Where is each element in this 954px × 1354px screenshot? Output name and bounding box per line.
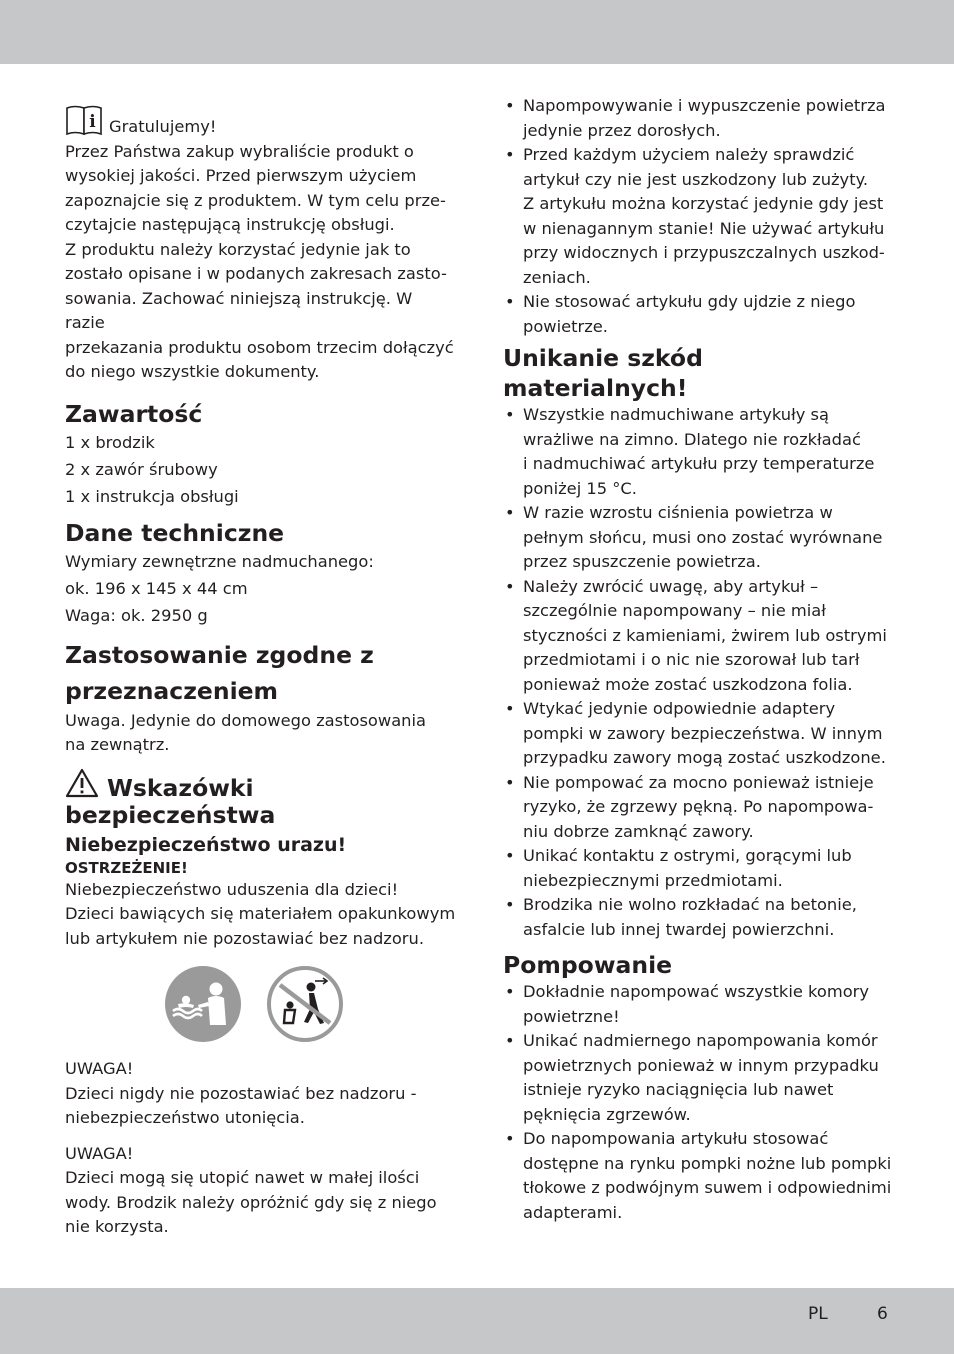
footer-language: PL — [808, 1304, 828, 1324]
bullet-item — [503, 575, 895, 698]
intro-line: czytajcie następującą instrukcję obsługi. — [65, 215, 395, 234]
bullet-line: • Wszystkie nadmuchiwane artykuły są — [523, 405, 830, 424]
warning-label: OSTRZEŻENIE! — [65, 858, 188, 877]
intro-line: do niego wszystkie dokumenty. — [65, 362, 320, 381]
svg-text:i: i — [89, 112, 96, 132]
intended-use-text — [65, 709, 457, 758]
intended-use-heading-line: Zastosowanie zgodne z — [65, 640, 374, 669]
right-column — [503, 94, 895, 1225]
bullet-line: • Napompowywanie i wypuszczenie powietrza — [523, 96, 886, 115]
intended-use-line: Uwaga. Jedynie do domowego zastosowania — [65, 710, 426, 730]
book-info-icon — [65, 104, 103, 136]
safety-heading-line — [65, 768, 457, 802]
safety-title-line1: Wskazówki — [107, 773, 254, 802]
injury-heading: Niebezpieczeństwo urazu! — [65, 833, 347, 856]
technical-list — [65, 548, 457, 629]
bullet-line: Z artykułu można korzystać jedynie gdy jest — [523, 194, 884, 213]
bullet-item — [503, 844, 895, 893]
bullet-line: • Nie stosować artykułu gdy ujdzie z niego — [523, 292, 856, 311]
warning-text — [65, 878, 457, 952]
intended-use-line: na zewnątrz. — [65, 735, 170, 754]
bullet-line: adapterami. — [523, 1202, 623, 1222]
bullet-line: zeniach. — [523, 267, 591, 287]
warning-triangle-icon — [65, 768, 99, 798]
safety-bullets — [503, 94, 895, 339]
bullet-item — [503, 980, 895, 1029]
bullet-line: pęknięcia zgrzewów. — [523, 1104, 691, 1124]
bullet-item — [503, 1029, 895, 1127]
header-band — [0, 0, 954, 64]
bullet-line: ponieważ może zostać uszkodzona folia. — [523, 674, 853, 694]
safety-heading-line: bezpieczeństwa — [65, 800, 276, 829]
bullet-line: tłokowe z podwójnym suwem i odpowiednimi — [523, 1178, 892, 1197]
bullet-item — [503, 893, 895, 942]
bullet-line: w nienagannym stanie! Nie używać artykułu — [523, 218, 885, 238]
technical-item: ok. 196 x 145 x 44 cm — [65, 578, 248, 598]
technical-heading: Dane techniczne — [65, 518, 285, 547]
bullet-line: artykuł czy nie jest uszkodzony lub zużyty. — [523, 169, 869, 189]
left-column — [65, 94, 457, 1240]
intro-congrats-line — [65, 104, 457, 140]
contents-heading: Zawartość — [65, 399, 203, 428]
inflating-heading: Pompowanie — [503, 951, 673, 979]
intro-line: Z produktu należy korzystać jedynie jak to — [65, 239, 411, 259]
congrats-text: Gratulujemy! — [109, 117, 217, 136]
contents-item: 2 x zawór śrubowy — [65, 459, 218, 479]
bullet-line: przedmiotami i o nic nie szorował lub tarł — [523, 650, 860, 669]
bullet-item — [503, 1127, 895, 1225]
bullet-line: • Do napompowania artykułu stosować — [523, 1129, 829, 1148]
technical-item: Waga: ok. 2950 g — [65, 605, 208, 625]
bullet-line: jedynie przez dorosłych. — [523, 120, 721, 140]
bullet-line: • Unikać kontaktu z ostrymi, gorącymi lub — [523, 846, 852, 865]
bullet-line: powietrznych ponieważ w innym przypadku — [523, 1055, 879, 1075]
bullet-line: istnieje ryzyko naciągnięcia lub nawet — [523, 1080, 834, 1099]
bullet-line: i nadmuchiwać artykułu przy temperaturze — [523, 454, 875, 473]
bullet-item — [503, 697, 895, 771]
bullet-line: niebezpiecznymi przedmiotami. — [523, 870, 783, 890]
bullet-line: przez spuszczenie powietrza. — [523, 552, 761, 571]
bullet-line: poniżej 15 °C. — [523, 478, 637, 498]
bullet-line: • Nie pompować za mocno ponieważ istnieje — [523, 772, 874, 792]
no-leaving-child-icon — [266, 965, 344, 1043]
caution-1 — [65, 1057, 457, 1131]
bullet-line: pełnym słońcu, musi ono zostać wyrównane — [523, 527, 883, 547]
bullet-line: • Dokładnie napompować wszystkie komory — [523, 982, 870, 1001]
bullet-line: ryzyko, że zgrzewy pękną. Po napompowa- — [523, 797, 874, 816]
intro-line: zostało opisane i w podanych zakresach zasto- — [65, 264, 447, 283]
bullet-item — [503, 403, 895, 501]
warning-line: Niebezpieczeństwo uduszenia dla dzieci! — [65, 879, 399, 899]
bullet-line: • W razie wzrostu ciśnienia powietrza w — [523, 503, 833, 522]
safety-pictograms — [164, 965, 457, 1043]
intro-line: przekazania produktu osobom trzecim dołączyć — [65, 337, 454, 357]
bullet-line: • Należy zwrócić uwagę, aby artykuł – — [523, 576, 819, 596]
bullet-line: • Unikać nadmiernego napompowania komór — [523, 1031, 878, 1050]
contents-item: 1 x instrukcja obsługi — [65, 486, 239, 506]
bullet-item — [503, 143, 895, 290]
technical-item: Wymiary zewnętrzne nadmuchanego: — [65, 551, 374, 571]
bullet-line: asfalcie lub innej twardej powierzchni. — [523, 919, 835, 939]
contents-list — [65, 429, 457, 510]
intro-line: wysokiej jakości. Przed pierwszym użyciem — [65, 166, 417, 185]
bullet-item — [503, 290, 895, 339]
bullet-line: • Przed każdym użyciem należy sprawdzić — [523, 145, 855, 164]
inflating-bullets — [503, 980, 895, 1225]
intro-line: sowania. Zachować niniejszą instrukcję. W razie — [65, 288, 413, 332]
caution-2-label: UWAGA! — [65, 1143, 134, 1163]
bullet-line: styczności z kamieniami, żwirem lub ostrymi — [523, 625, 887, 645]
caution-2-line: nie korzysta. — [65, 1217, 169, 1236]
bullet-line: wrażliwe na zimno. Dlatego nie rozkładać — [523, 429, 861, 449]
bullet-item — [503, 771, 895, 845]
safety-heading — [65, 768, 457, 828]
bullet-line: dostępne na rynku pompki nożne lub pompki — [523, 1153, 892, 1173]
material-damage-heading: Unikanie szkód materialnych! — [503, 344, 703, 402]
bullet-line: przypadku zawory mogą zostać uszkodzone. — [523, 748, 886, 767]
bullet-line: • Brodzika nie wolno rozkładać na betonie, — [523, 895, 857, 914]
bullet-item — [503, 501, 895, 575]
bullet-line: • Wtykać jedynie odpowiednie adaptery — [523, 699, 836, 718]
bullet-line: niu dobrze zamknąć zawory. — [523, 821, 754, 841]
intro-line: Przez Państwa zakup wybraliście produkt o — [65, 141, 414, 161]
bullet-line: pompki w zawory bezpieczeństwa. W innym — [523, 723, 883, 743]
page-number: 6 — [877, 1304, 888, 1324]
supervise-child-in-water-icon — [164, 965, 242, 1043]
contents-item: 1 x brodzik — [65, 432, 155, 452]
bullet-line: powietrzne! — [523, 1006, 620, 1026]
intended-use-heading — [65, 637, 457, 709]
intended-use-heading-line: przeznaczeniem — [65, 676, 279, 705]
caution-2-line: Dzieci mogą się utopić nawet w małej ilości — [65, 1168, 420, 1187]
caution-1-line: Dzieci nigdy nie pozostawiać bez nadzoru - — [65, 1083, 417, 1103]
caution-1-line: niebezpieczeństwo utonięcia. — [65, 1108, 305, 1127]
intro-block — [65, 104, 457, 385]
intro-line: zapoznajcie się z produktem. W tym celu prze- — [65, 190, 446, 210]
warning-line: Dzieci bawiących się materiałem opakunkowym — [65, 904, 456, 923]
bullet-line: przy widocznych i przypuszczalnych uszkod- — [523, 243, 885, 262]
bullet-line: szczególnie napompowany – nie miał — [523, 601, 826, 620]
caution-2 — [65, 1142, 457, 1240]
warning-line: lub artykułem nie pozostawiać bez nadzoru. — [65, 928, 424, 948]
caution-2-line: wody. Brodzik należy opróżnić gdy się z niego — [65, 1192, 437, 1212]
caution-1-label: UWAGA! — [65, 1059, 134, 1078]
bullet-line: powietrze. — [523, 316, 608, 336]
bullet-item — [503, 94, 895, 143]
material-damage-bullets — [503, 403, 895, 942]
